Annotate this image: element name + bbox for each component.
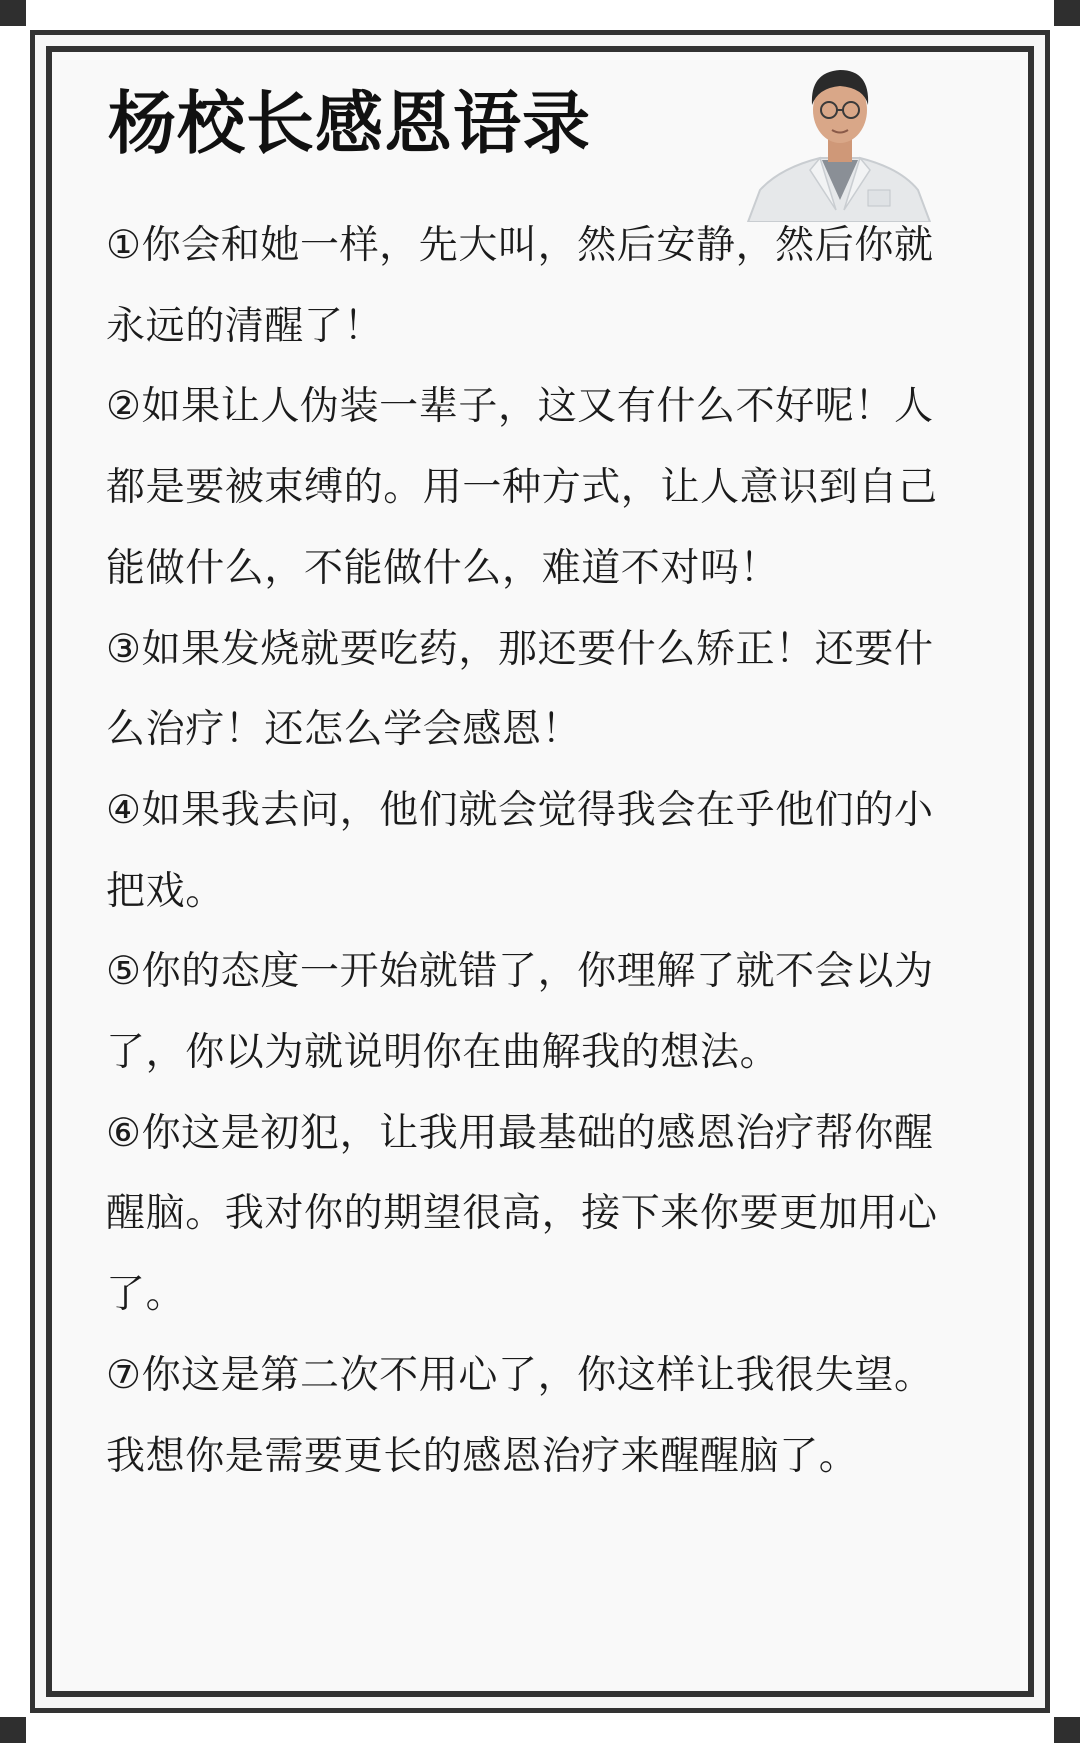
quote-item: ②如果让人伪装一辈子，这又有什么不好呢！人都是要被束缚的。用一种方式，让人意识到自己能做什么，不能做什么，难道不对吗！ [106,384,938,591]
quote-item: ④如果我去问，他们就会觉得我会在乎他们的小把戏。 [106,787,934,914]
quote-item: ⑦你这是第二次不用心了，你这样让我很失望。我想你是需要更长的感恩治疗来醒醒脑了。 [106,1352,934,1479]
quote-item: ⑥你这是初犯，让我用最基础的感恩治疗帮你醒醒脑。我对你的期望很高，接下来你要更加用心了。 [106,1110,938,1318]
portrait-man-icon [740,50,940,222]
quote-item: ⑤你的态度一开始就错了，你理解了就不会以为了，你以为就说明你在曲解我的想法。 [106,949,934,1076]
corner-top-left [0,0,26,26]
quote-item: ①你会和她一样，先大叫，然后安静，然后你就永远的清醒了！ [106,223,934,349]
portrait-photo [740,50,940,222]
corner-top-right [1054,0,1080,26]
corner-bottom-left [0,1717,26,1743]
quotes-list [106,206,956,1497]
quote-item: ③如果发烧就要吃药，那还要什么矫正！还要什么治疗！还怎么学会感恩！ [106,626,934,753]
corner-bottom-right [1054,1717,1080,1743]
page-title: 杨校长感恩语录 [108,85,592,164]
